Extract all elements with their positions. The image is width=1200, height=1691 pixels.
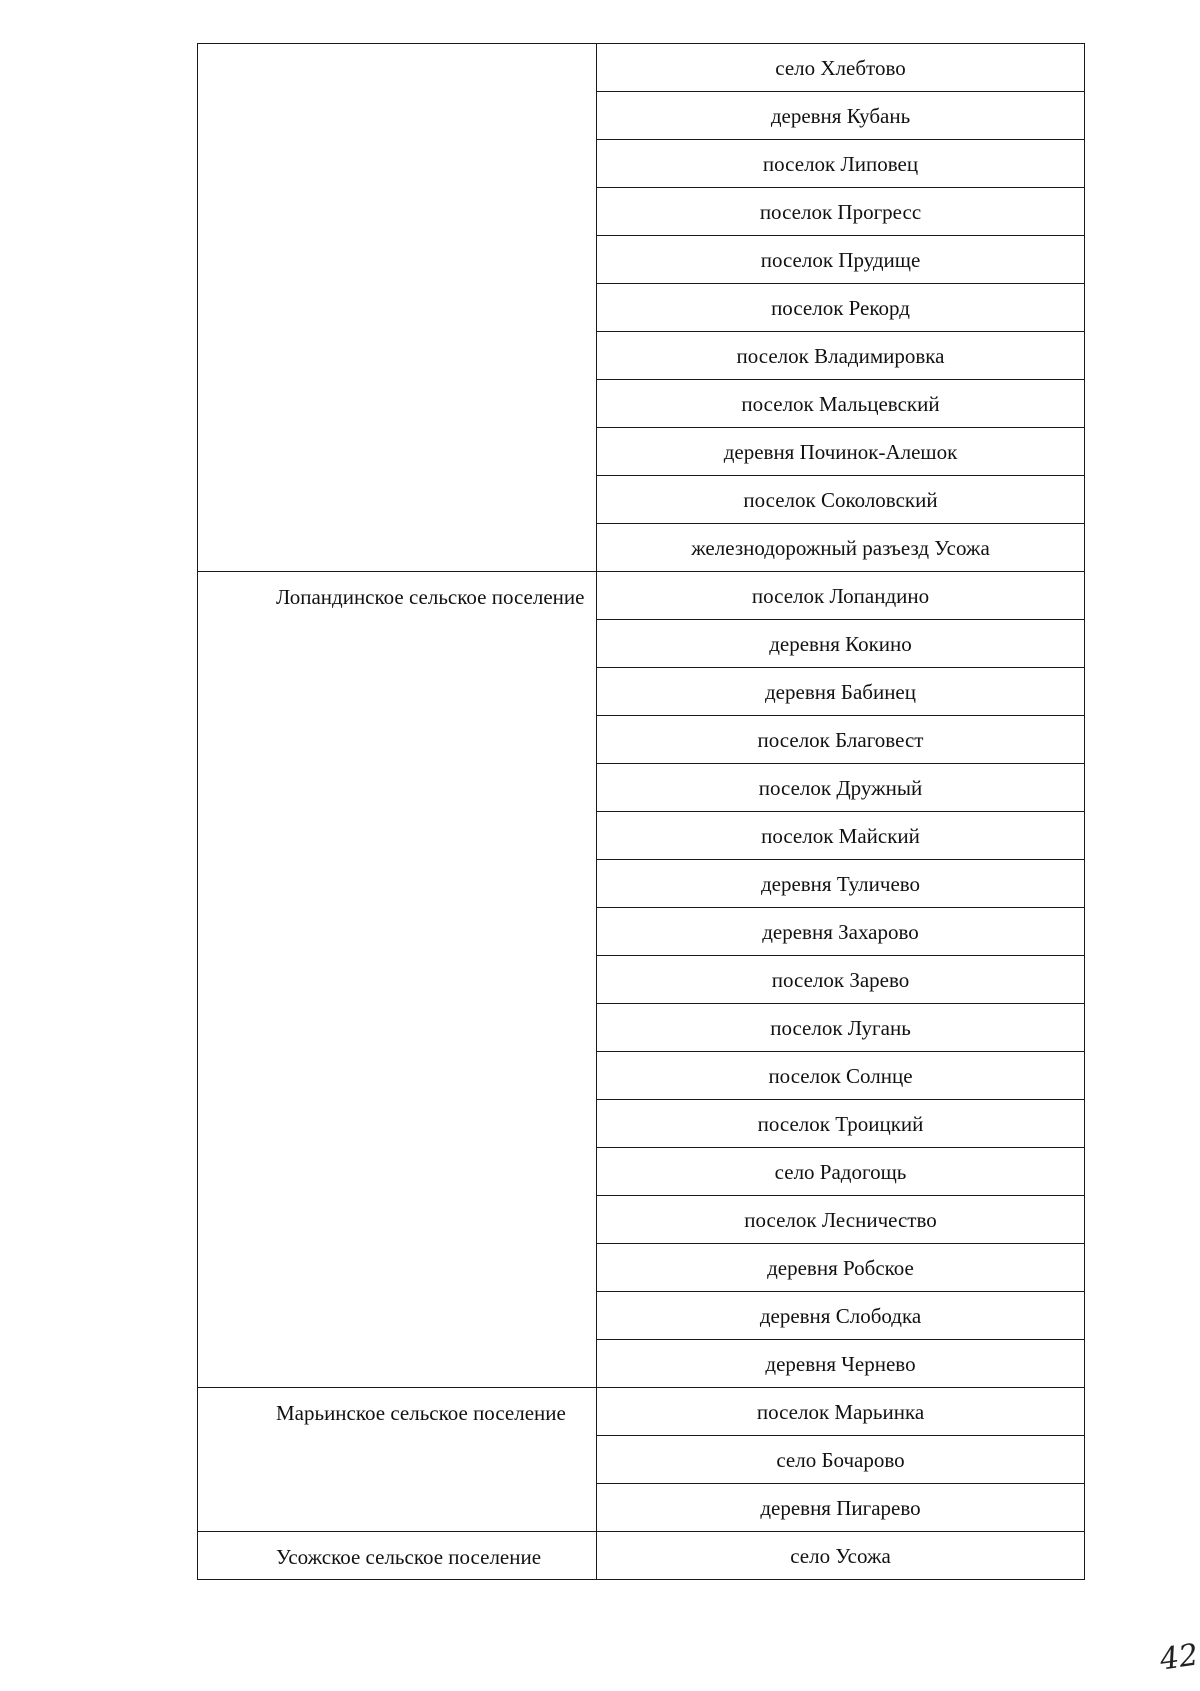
settlement-cell: поселок Рекорд xyxy=(597,284,1085,332)
settlement-cell: деревня Робское xyxy=(597,1244,1085,1292)
settlement-cell: поселок Дружный xyxy=(597,764,1085,812)
settlement-cell: деревня Бабинец xyxy=(597,668,1085,716)
municipality-cell xyxy=(198,1532,597,1580)
settlement-cell: поселок Солнце xyxy=(597,1052,1085,1100)
settlement-cell: поселок Соколовский xyxy=(597,476,1085,524)
settlement-cell: поселок Мальцевский xyxy=(597,380,1085,428)
page-number: 42 xyxy=(1157,1637,1200,1678)
settlement-cell: деревня Туличево xyxy=(597,860,1085,908)
municipality-cell xyxy=(198,1388,597,1532)
settlement-cell: поселок Благовест xyxy=(597,716,1085,764)
settlement-cell: деревня Кубань xyxy=(597,92,1085,140)
table-row xyxy=(198,572,1085,620)
settlement-cell: железнодорожный разъезд Усожа xyxy=(597,524,1085,572)
settlement-cell: поселок Липовец xyxy=(597,140,1085,188)
municipality-cell xyxy=(198,44,597,572)
settlement-cell: поселок Лугань xyxy=(597,1004,1085,1052)
settlement-cell: поселок Прогресс xyxy=(597,188,1085,236)
settlement-cell: поселок Марьинка xyxy=(597,1388,1085,1436)
table-row xyxy=(198,44,1085,92)
settlement-cell: село Радогощь xyxy=(597,1148,1085,1196)
settlement-cell: поселок Лесничество xyxy=(597,1196,1085,1244)
settlements-table xyxy=(197,43,1085,1580)
settlement-cell: село Бочарово xyxy=(597,1436,1085,1484)
municipality-name: Лопандинское сельское поселение xyxy=(276,585,585,609)
settlement-cell: деревня Пигарево xyxy=(597,1484,1085,1532)
table-row xyxy=(198,1388,1085,1436)
settlement-cell: село Усожа xyxy=(597,1532,1085,1580)
settlement-cell: деревня Кокино xyxy=(597,620,1085,668)
municipality-cell xyxy=(198,572,597,1388)
settlement-cell: деревня Починок-Алешок xyxy=(597,428,1085,476)
settlement-cell: поселок Троицкий xyxy=(597,1100,1085,1148)
settlement-cell: деревня Захарово xyxy=(597,908,1085,956)
settlement-cell: село Хлебтово xyxy=(597,44,1085,92)
settlement-cell: деревня Чернево xyxy=(597,1340,1085,1388)
settlement-cell: поселок Майский xyxy=(597,812,1085,860)
settlement-cell: поселок Зарево xyxy=(597,956,1085,1004)
municipality-name: Марьинское сельское поселение xyxy=(276,1401,566,1425)
settlements-table-body xyxy=(198,44,1085,1580)
table-row xyxy=(198,1532,1085,1580)
settlement-cell: деревня Слободка xyxy=(597,1292,1085,1340)
settlement-cell: поселок Лопандино xyxy=(597,572,1085,620)
municipality-name: Усожское сельское поселение xyxy=(276,1545,542,1569)
settlement-cell: поселок Прудище xyxy=(597,236,1085,284)
settlement-cell: поселок Владимировка xyxy=(597,332,1085,380)
